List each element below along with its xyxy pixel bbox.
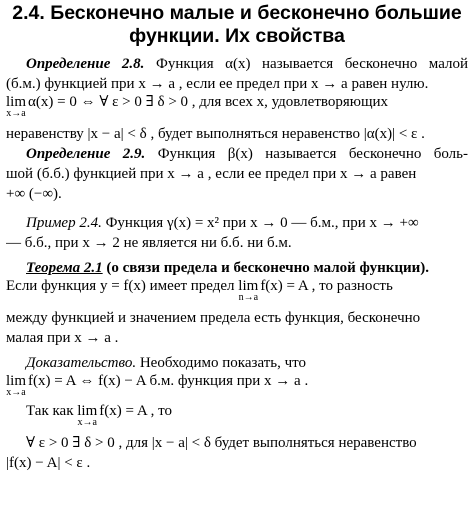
limit-subscript: x→a (77, 417, 97, 428)
document-page (0, 2, 474, 513)
section-title-line-1: 2.4. Бесконечно малые и бесконечно большие (12, 2, 462, 24)
section-title (6, 2, 468, 48)
proof-line-1 (6, 353, 468, 373)
limit-subscript: n→a (238, 292, 259, 303)
limit-operator (77, 403, 97, 428)
limit-subscript: x→a (6, 387, 26, 398)
proof-line-2 (6, 373, 468, 403)
theorem-line-1 (6, 278, 468, 308)
def-2-9-line-2: шой (б.б.) функцией при x → a , если ее предел при x → a равен (6, 166, 417, 182)
theorem-label: Теорема 2.1 (26, 260, 103, 276)
def-2-9-text-1: Функция β(x) называется бесконечно боль- (157, 146, 468, 162)
example-line-2: — б.б., при x → 2 не является ни б.б. ни б.м. (6, 235, 292, 251)
def-2-8-line-1 (6, 54, 468, 74)
proof-text-3a: Так как (26, 403, 78, 419)
def-2-8-label: Определение 2.8. (26, 56, 145, 72)
def-2-9-line-1 (6, 144, 468, 164)
example-line-1 (6, 213, 468, 233)
theorem-2-1 (6, 258, 468, 348)
example-2-4 (6, 213, 468, 253)
theorem-text-1b: f(x) = A , то разность (260, 278, 393, 294)
theorem-text-1a: Если функция y = f(x) имеет предел (6, 278, 239, 294)
limit-word: lim (6, 373, 27, 389)
proof-label: Доказательство. (26, 355, 137, 371)
proof-text-3b: f(x) = A , то (99, 403, 172, 419)
def-2-9-line-3: +∞ (−∞). (6, 186, 62, 202)
def-2-8-text-1: Функция α(x) называется бесконечно малой (155, 56, 468, 72)
proof-line-5: |f(x) − A| < ε . (6, 455, 91, 471)
def-2-8-text-3: α(x) = 0 ⇔ ∀ ε > 0 ∃ δ > 0 , для всех x, удовлетворяющих (28, 94, 389, 110)
limit-word: lim (77, 403, 98, 419)
proof-line-3 (6, 403, 468, 433)
limit-subscript: x→a (6, 108, 26, 119)
def-2-8-line-3 (6, 94, 468, 124)
example-text-1: Функция γ(x) = x² при x → 0 — б.м., при x → +∞ (105, 215, 419, 231)
limit-word: lim (6, 94, 27, 110)
proof-text-2: f(x) = A ⇔ f(x) − A б.м. функция при x → a . (28, 373, 309, 389)
limit-operator (6, 373, 26, 398)
section-title-line-2: функции. Их свойства (129, 25, 345, 47)
limit-operator (6, 94, 26, 119)
proof (6, 353, 468, 473)
def-2-8-line-4: неравенству |x − a| < δ , будет выполняться неравенство |α(x)| < ε . (6, 126, 425, 142)
proof-text-1: Необходимо показать, что (139, 355, 307, 371)
proof-line-4: ∀ ε > 0 ∃ δ > 0 , для |x − a| < δ будет выполняться неравенство (26, 435, 417, 451)
def-2-8-line-2: (б.м.) функцией при x → a , если ее предел при x → a равен нулю. (6, 76, 429, 92)
theorem-heading (6, 258, 468, 278)
definition-2-8 (6, 54, 468, 144)
theorem-line-2: между функцией и значением предела есть функция, бесконечно (6, 310, 421, 326)
limit-word: lim (238, 278, 259, 294)
definition-2-9 (6, 144, 468, 204)
def-2-9-label: Определение 2.9. (26, 146, 146, 162)
example-label: Пример 2.4. (26, 215, 102, 231)
theorem-line-3: малая при x → a . (6, 330, 119, 346)
theorem-title: (о связи предела и бесконечно малой функции). (106, 260, 430, 276)
limit-operator (238, 278, 258, 303)
